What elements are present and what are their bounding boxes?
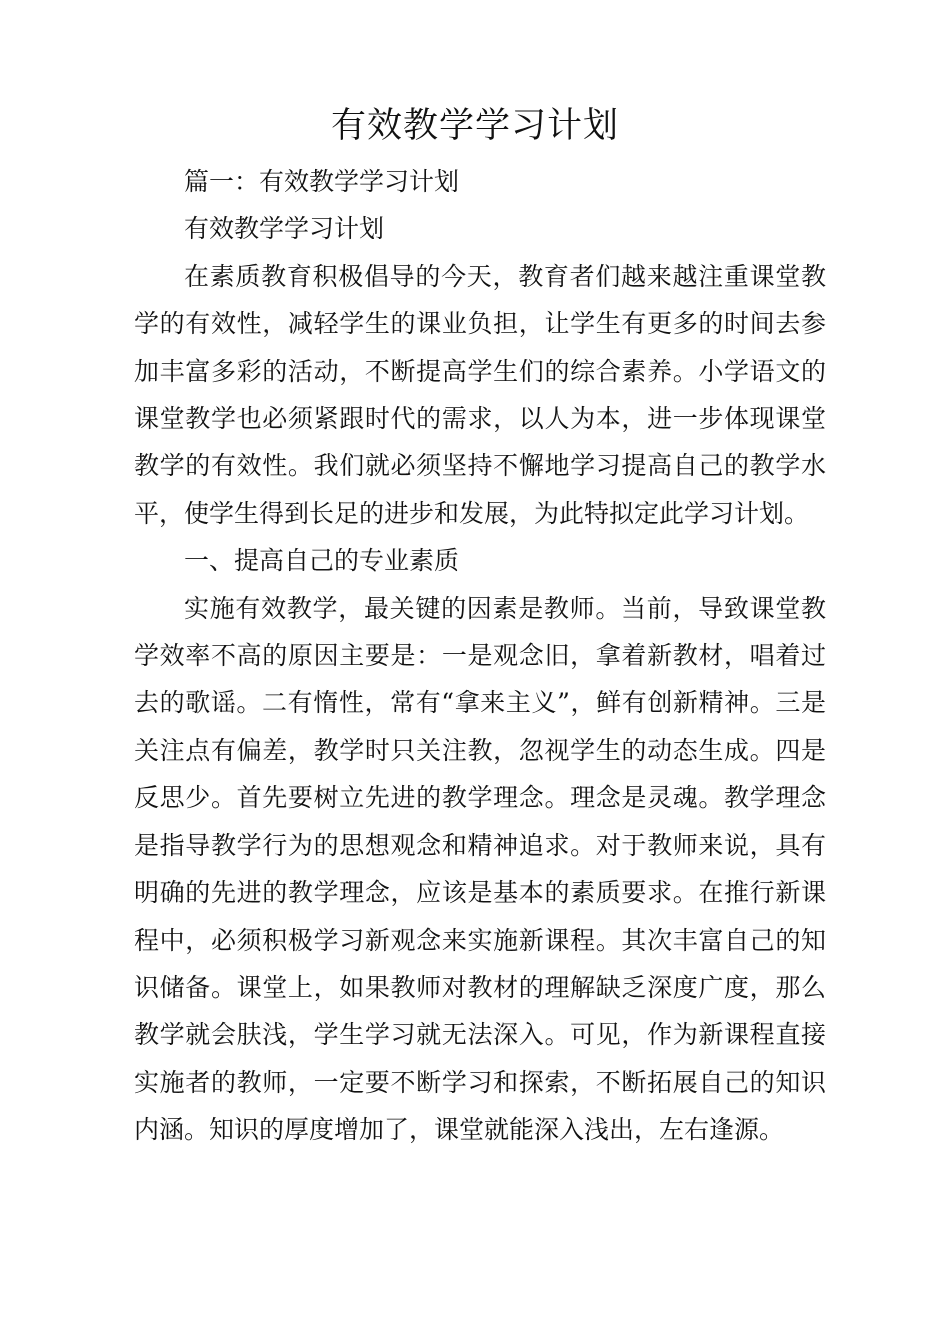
section-heading-one: 一、提高自己的专业素质: [184, 546, 460, 576]
section-heading-part-one: 篇一：有效教学学习计划: [184, 167, 460, 196]
document-title: 有效教学学习计划: [330, 106, 619, 146]
body-paragraph: 实施有效教学，最关键的因素是教师。当前，导致课堂教学效率不高的原因主要是：一是观念旧，拿着新教材，唱着过去的歌谣。二有惰性，常有“拿来主义”，鲜有创新精神。三是关注点有偏差，教学时只关注教，忽视学生的动态生成。四是反思少。首先要树立先进的教学理念。理念是灵魂。教学理念是指导教学行为的思想观念和精神追求。对于教师来说，具有明确的先进的教学理念，应该是基本的素质要求。在推行新课程中，必须积极学习新观念来实施新课程。其次丰富自己的知识储备。课堂上，如果教师对教材的理解缺乏深度广度，那么教学就会肤浅，学生学习就无法深入。可见，作为新课程直接实施者的教师，一定要不断学习和探索，不断拓展自己的知识内涵。知识的厚度增加了，课堂就能深入浅出，左右逢源。: [134, 593, 826, 1145]
document-body: [134, 158, 826, 1154]
intro-paragraph: 在素质教育积极倡导的今天，教育者们越来越注重课堂教学的有效性，减轻学生的课业负担，让学生有更多的时间去参加丰富多彩的活动，不断提高学生们的综合素养。小学语文的课堂教学也必须紧跟时代的需求，以人为本，进一步体现课堂教学的有效性。我们就必须坚持不懈地学习提高自己的教学水平，使学生得到长足的进步和发展，为此特拟定此学习计划。: [134, 261, 826, 528]
subtitle: 有效教学学习计划: [184, 214, 385, 244]
